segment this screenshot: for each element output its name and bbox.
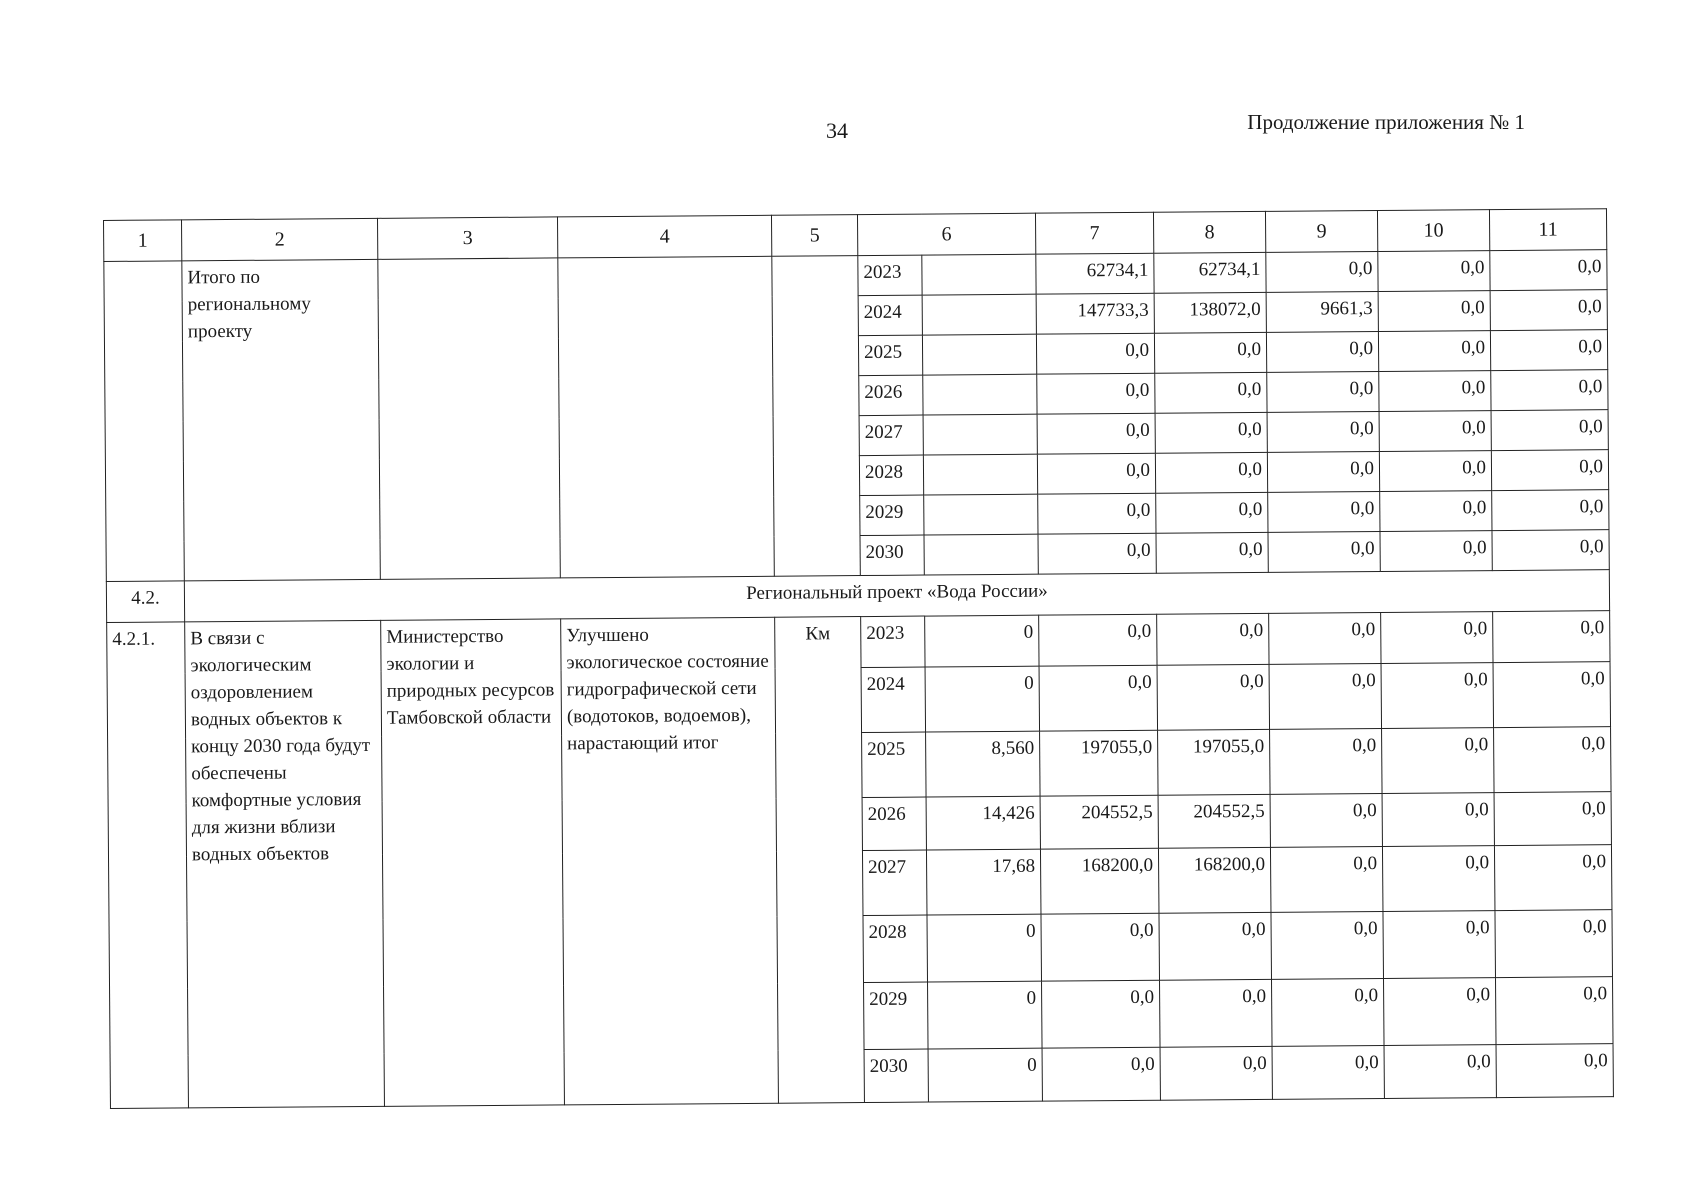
value-cell: 0,0 — [1490, 330, 1607, 371]
value-cell: 0 — [928, 981, 1043, 1049]
value-cell: 0,0 — [1156, 532, 1268, 573]
value-cell: 0,0 — [1494, 727, 1612, 793]
value-cell: 0,0 — [1378, 291, 1490, 332]
year-cell: 2028 — [859, 455, 923, 496]
column-header: 2 — [182, 218, 378, 261]
value-cell: 0,0 — [1154, 332, 1266, 373]
value-cell: 0,0 — [1381, 612, 1493, 664]
year-cell: 2025 — [858, 335, 922, 376]
item-indicator: Улучшено экологическое состояние гидрографической сети (водотоков, водоемов), нарастающий итог — [561, 617, 779, 1105]
value-cell: 0,0 — [1155, 452, 1267, 493]
value-cell: 0,0 — [1493, 611, 1610, 663]
value-cell: 0,0 — [1383, 978, 1496, 1046]
value-cell: 0,0 — [1272, 1045, 1384, 1099]
column-header: 9 — [1265, 210, 1377, 252]
value-cell: 0,0 — [1036, 333, 1154, 374]
year-cell: 2028 — [863, 915, 928, 983]
value-cell: 17,68 — [926, 849, 1041, 915]
value-cell: 0,0 — [1380, 491, 1492, 532]
value-cell: 0 — [925, 666, 1040, 732]
value-cell: 0,0 — [1038, 493, 1156, 534]
value-cell: 0,0 — [1382, 728, 1495, 794]
value-cell: 0,0 — [1495, 977, 1613, 1045]
value-cell: 147733,3 — [1036, 293, 1154, 334]
value-cell: 0,0 — [1491, 410, 1608, 451]
value-cell: 0,0 — [1266, 251, 1378, 292]
column-header: 11 — [1489, 209, 1606, 251]
item-executor: Министерство экологии и природных ресурсов Тамбовской области — [381, 619, 565, 1106]
empty-cell — [924, 534, 1038, 575]
year-cell: 2030 — [864, 1049, 928, 1103]
value-cell: 0,0 — [1491, 370, 1608, 411]
value-cell: 0,0 — [1495, 910, 1613, 978]
value-cell: 0,0 — [1266, 331, 1378, 372]
value-cell: 0,0 — [1270, 846, 1383, 912]
empty-cell — [924, 494, 1038, 535]
value-cell: 0,0 — [1381, 663, 1494, 729]
value-cell: 204552,5 — [1040, 795, 1158, 849]
value-cell: 0,0 — [1267, 451, 1379, 492]
value-cell: 0,0 — [1270, 728, 1383, 794]
empty-cell — [923, 374, 1037, 415]
value-cell: 0,0 — [1269, 612, 1381, 664]
item-description: В связи с экологическим оздоровлением водных объектов к концу 2030 года будут обеспечены комфортные условия для жизни вблизи водных объектов — [185, 620, 385, 1108]
value-cell: 0,0 — [1159, 912, 1272, 980]
value-cell: 0,0 — [1270, 793, 1382, 847]
value-cell: 168200,0 — [1158, 847, 1271, 913]
value-cell: 0,0 — [1267, 371, 1379, 412]
value-cell: 0,0 — [1268, 491, 1380, 532]
value-cell: 0,0 — [1267, 411, 1379, 452]
section-number: 4.2. — [106, 581, 184, 623]
year-cell: 2029 — [864, 982, 929, 1050]
column-header: 4 — [557, 215, 771, 258]
year-cell: 2024 — [861, 667, 926, 733]
empty-cell — [923, 454, 1037, 495]
value-cell: 0,0 — [1379, 371, 1491, 412]
column-header: 5 — [771, 215, 857, 257]
value-cell: 0,0 — [1494, 845, 1612, 911]
value-cell: 0,0 — [1042, 980, 1161, 1048]
year-cell: 2024 — [858, 295, 922, 336]
value-cell: 62734,1 — [1154, 252, 1266, 293]
value-cell: 197055,0 — [1158, 729, 1271, 795]
empty-cell — [104, 261, 185, 582]
empty-cell — [558, 256, 775, 578]
value-cell: 0 — [928, 1048, 1042, 1102]
value-cell: 0,0 — [1383, 911, 1496, 979]
year-cell: 2023 — [861, 616, 925, 668]
value-cell: 0,0 — [1378, 331, 1490, 372]
value-cell: 0,0 — [1157, 664, 1270, 730]
value-cell: 62734,1 — [1036, 253, 1154, 294]
value-cell: 0,0 — [1382, 846, 1495, 912]
year-cell: 2027 — [862, 850, 927, 916]
value-cell: 0,0 — [1157, 613, 1269, 665]
empty-cell — [922, 294, 1036, 335]
value-cell: 0,0 — [1268, 531, 1380, 572]
column-header: 8 — [1153, 211, 1265, 253]
value-cell: 0,0 — [1038, 533, 1156, 574]
value-cell: 138072,0 — [1154, 292, 1266, 333]
value-cell: 0,0 — [1155, 372, 1267, 413]
value-cell: 0,0 — [1037, 373, 1155, 414]
value-cell: 0,0 — [1494, 792, 1611, 846]
year-cell: 2029 — [860, 495, 924, 536]
value-cell: 9661,3 — [1266, 291, 1378, 332]
value-cell: 0,0 — [1271, 911, 1384, 979]
value-cell: 0,0 — [1155, 412, 1267, 453]
column-header: 3 — [377, 217, 557, 259]
value-cell: 0,0 — [1492, 490, 1609, 531]
year-cell: 2026 — [859, 375, 923, 416]
year-cell: 2026 — [862, 797, 926, 851]
column-header: 1 — [104, 220, 182, 262]
section-title: Региональный проект «Вода России» — [184, 570, 1609, 622]
value-cell: 168200,0 — [1040, 848, 1159, 914]
total-label: Итого по региональному проекту — [182, 259, 381, 581]
value-cell: 0,0 — [1039, 614, 1157, 666]
item-number: 4.2.1. — [107, 622, 189, 1109]
value-cell: 0,0 — [1382, 793, 1494, 847]
value-cell: 0,0 — [1496, 1044, 1613, 1098]
year-cell: 2027 — [859, 415, 923, 456]
value-cell: 204552,5 — [1158, 794, 1270, 848]
year-cell: 2030 — [860, 535, 924, 576]
value-cell: 0,0 — [1378, 251, 1490, 292]
empty-cell — [922, 254, 1036, 295]
column-header: 6 — [857, 213, 1035, 255]
value-cell: 0 — [927, 914, 1042, 982]
value-cell: 0,0 — [1491, 450, 1608, 491]
value-cell: 0,0 — [1492, 530, 1609, 571]
value-cell: 0,0 — [1269, 663, 1382, 729]
empty-cell — [378, 258, 561, 579]
year-cell: 2025 — [862, 732, 927, 798]
value-cell: 14,426 — [926, 796, 1040, 850]
value-cell: 0,0 — [1156, 492, 1268, 533]
value-cell: 0,0 — [1037, 413, 1155, 454]
value-cell: 0,0 — [1384, 1045, 1496, 1099]
page-number: 34 — [826, 118, 848, 143]
value-cell: 0,0 — [1160, 979, 1273, 1047]
value-cell: 0,0 — [1039, 665, 1158, 731]
empty-cell — [772, 256, 861, 577]
value-cell: 0,0 — [1379, 411, 1491, 452]
value-cell: 8,560 — [926, 731, 1041, 797]
value-cell: 0,0 — [1037, 453, 1155, 494]
value-cell: 0,0 — [1271, 978, 1384, 1046]
value-cell: 0,0 — [1490, 290, 1607, 331]
year-cell: 2023 — [858, 255, 922, 296]
value-cell: 0,0 — [1493, 662, 1611, 728]
column-header: 7 — [1035, 212, 1153, 254]
value-cell: 0,0 — [1160, 1046, 1272, 1100]
empty-cell — [922, 334, 1036, 375]
data-table — [103, 208, 1614, 1109]
empty-cell — [923, 414, 1037, 455]
value-cell: 0 — [925, 615, 1039, 667]
column-header: 10 — [1377, 210, 1489, 252]
value-cell: 0,0 — [1490, 250, 1607, 291]
value-cell: 0,0 — [1380, 531, 1492, 572]
value-cell: 0,0 — [1379, 451, 1491, 492]
value-cell: 0,0 — [1042, 1047, 1160, 1101]
item-unit: Км — [775, 617, 865, 1104]
value-cell: 197055,0 — [1040, 730, 1159, 796]
value-cell: 0,0 — [1041, 913, 1160, 981]
page-header: Продолжение приложения № 1 — [1247, 110, 1525, 134]
